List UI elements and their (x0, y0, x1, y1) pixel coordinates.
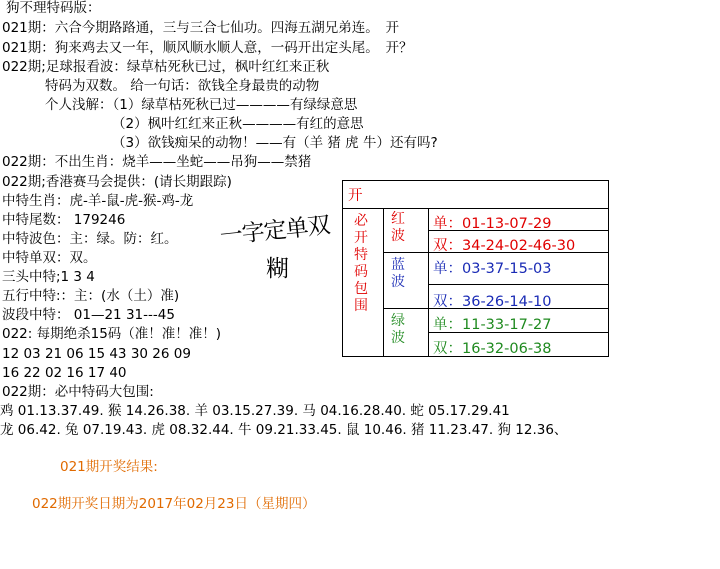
line-wave-color: 中特波色：主：绿。防：红。 (2, 231, 178, 247)
group-blue-label: 蓝 波 (391, 257, 405, 290)
line-wave-segment: 波段中特： 01—21 31---45 (2, 307, 175, 323)
line-021-b: 021期：狗来鸡去又一年，顺风顺水顺人意，一码开出定头尾。 开？ (2, 40, 413, 56)
line-explain-2: （2）枫叶红红来正秋————有红的意思 (112, 116, 364, 132)
stamp-text: 一字定单双 (218, 212, 331, 250)
line-explain-3: （3）欲钱痴呆的动物！——有（羊 猪 虎 牛）还有吗? (112, 135, 438, 151)
line-explain-1: 个人浅解：（1）绿草枯死秋已过————有绿绿意思 (45, 97, 358, 113)
page-title: 狗不理特码版： (6, 0, 101, 16)
line-odd-even: 中特单双：双。 (2, 250, 97, 266)
line-horse-club: 022期;香港赛马会提供：(请长期跟踪) (2, 174, 232, 190)
box-side-label: 必 开 特 码 包 围 (354, 213, 368, 314)
group-green-label: 绿 波 (391, 313, 405, 346)
line-surround-2: 龙 06.42. 兔 07.19.43. 虎 08.32.44. 牛 09.21.33.45. 鼠 10.46. 猪 11.23.47. 狗 12.36、 (0, 422, 568, 438)
box-header: 开 (348, 188, 363, 204)
stamp-text-2: 糊 (266, 256, 289, 282)
line-three-heads: 三头中特;1 3 4 (2, 269, 95, 285)
line-021-a: 021期：六合今期路路通，三与三合七仙功。四海五湖兄弟连。 开 (2, 20, 400, 36)
blue-even-row: 双：36-26-14-10 (433, 294, 552, 310)
red-even-row: 双：34-24-02-46-30 (433, 238, 576, 254)
line-result-021: 021期开奖结果: (60, 459, 158, 475)
red-odd-row: 单：01-13-07-29 (433, 216, 552, 232)
line-even-hint: 特码为双数。 给一句话：欲钱全身最贵的动物 (45, 78, 320, 94)
line-kill-numbers-2: 16 22 02 16 17 40 (2, 365, 127, 381)
green-even-row: 双：16-32-06-38 (433, 341, 552, 357)
line-tail: 中特尾数： 179246 (2, 212, 126, 228)
line-no-zodiac: 022期：不出生肖：烧羊——坐蛇——吊狗——禁猪 (2, 154, 312, 170)
line-kill-numbers-1: 12 03 21 06 15 43 30 26 09 (2, 346, 191, 362)
line-kill-15: 022: 每期绝杀15码（准！准！准！) (2, 326, 222, 342)
line-date-022: 022期开奖日期为2017年02月23日（星期四） (32, 496, 316, 512)
group-red-label: 红 波 (391, 211, 405, 244)
blue-odd-row: 单：03-37-15-03 (433, 261, 552, 277)
special-number-box (342, 180, 609, 357)
line-zodiac: 中特生肖：虎-羊-鼠-虎-猴-鸡-龙 (2, 193, 194, 209)
line-surround-1: 鸡 01.13.37.49. 猴 14.26.38. 羊 03.15.27.39. 马 04.16.28.40. 蛇 05.17.29.41 (0, 403, 510, 419)
line-five-elements: 五行中特:：主：(水（土）准) (2, 288, 180, 304)
line-022-football: 022期;足球报看波：绿草枯死秋已过，枫叶红红来正秋 (2, 59, 330, 75)
green-odd-row: 单：11-33-17-27 (433, 317, 552, 333)
line-surround-title: 022期：必中特码大包围: (2, 384, 154, 400)
